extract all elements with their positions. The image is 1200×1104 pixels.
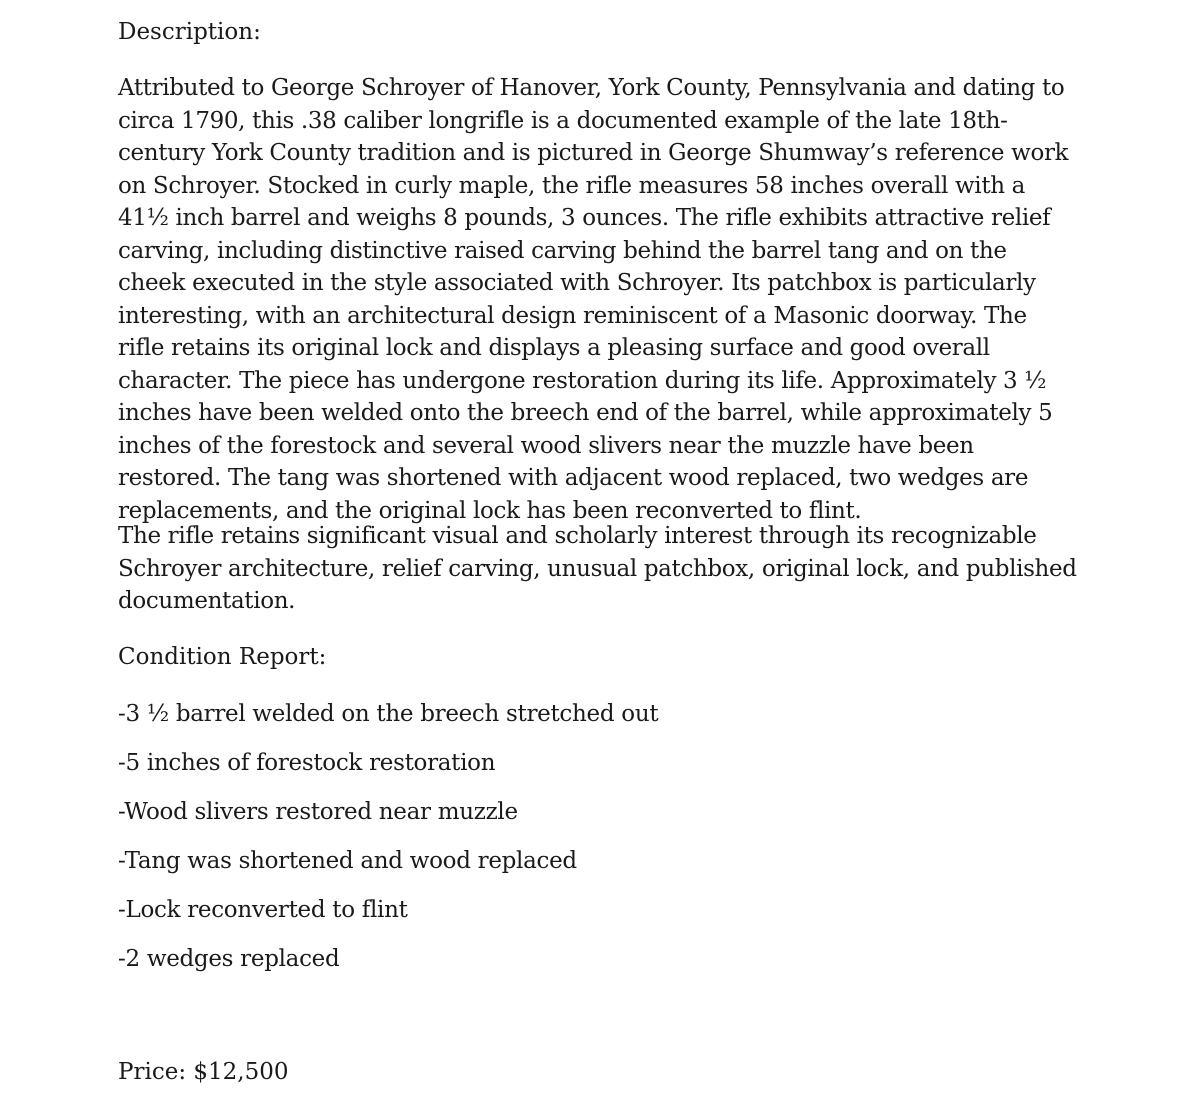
price-label: Price: $12,500 — [118, 1059, 289, 1085]
condition-item: -Tang was shortened and wood replaced — [118, 848, 577, 874]
description-paragraph-1: Attributed to George Schroyer of Hanover, York County, Pennsylvania and dating to circa 1790, this .38 caliber longrifle is a documented example of the late 18th-century York County tradition and is pictured in George Shumway’s reference work on Schroyer. Stocked in curly maple, the rifle measures 58 inches overall with a 41½ inch barrel and weighs 8 pounds, 3 ounces. The rifle exhibits attractive relief carving, including distinctive raised carving behind the barrel tang and on the cheek executed in the style associated with Schroyer. Its patchbox is particularly interesting, with an architectural design reminiscent of a Masonic doorway. The rifle retains its original lock and displays a pleasing surface and good overall character. The piece has undergone restoration during its life. Approximately 3 ½ inches have been welded onto the breech end of the barrel, while approximately 5 inches of the forestock and several wood slivers near the muzzle have been restored. The tang was shortened with adjacent wood replaced, two wedges are replacements, and the original lock has been reconverted to flint. — [118, 75, 1069, 524]
condition-item: -Wood slivers restored near muzzle — [118, 799, 518, 825]
condition-report-heading: Condition Report: — [118, 644, 327, 670]
condition-item: -5 inches of forestock restoration — [118, 750, 496, 776]
description-paragraph-2: The rifle retains significant visual and scholarly interest through its recognizable Schroyer architecture, relief carving, unusual patchbox, original lock, and published documentation. — [118, 523, 1077, 614]
condition-item: -3 ½ barrel welded on the breech stretched out — [118, 701, 659, 727]
condition-item: -Lock reconverted to flint — [118, 897, 408, 923]
description-heading: Description: — [118, 19, 261, 45]
condition-item: -2 wedges replaced — [118, 946, 340, 972]
